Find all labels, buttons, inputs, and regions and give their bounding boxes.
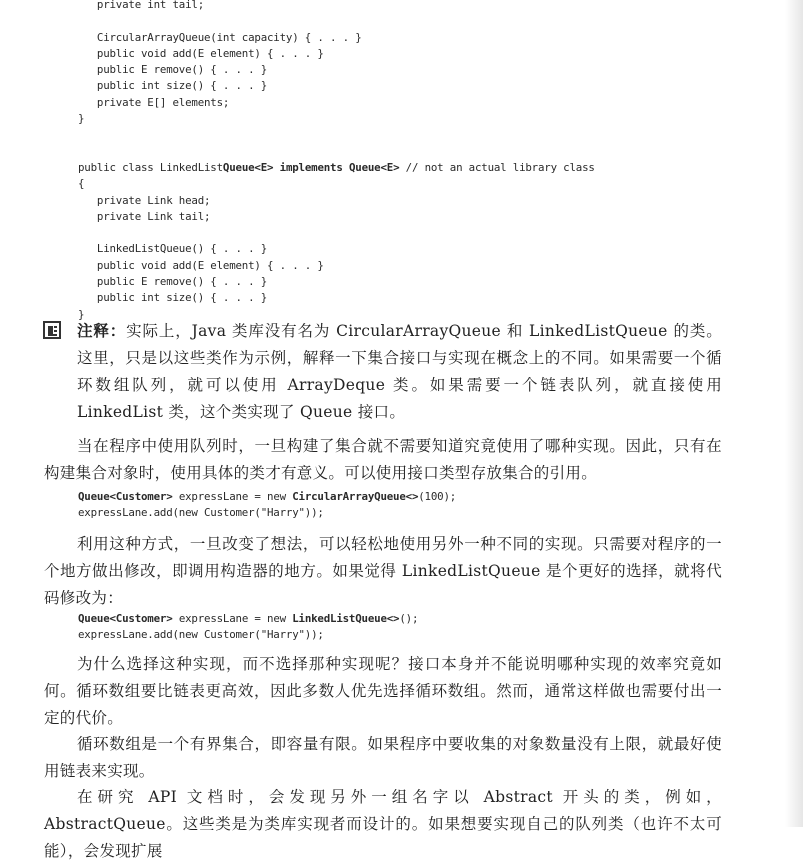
paragraph-4: 循环数组是一个有界集合，即容量有限。如果程序中要收集的对象数量没有上限，就最好使用链表来实现。 [44,735,722,780]
note-text: 实际上，Java 类库没有名为 CircularArrayQueue 和 LinkedListQueue 的类。这里，只是以这些类作为示例，解释一下集合接口与实现在概念上的不同。如果需要一个循环数组队列，就可以使用 ArrayDeque 类。如果需要一个链表队列，就直接使用 LinkedList 类，这个类实现了 Queue 接口。 [77,322,722,421]
code-line [78,225,595,241]
code-block-queue-classes [78,0,595,323]
code-line: public int size() { . . . } [78,79,268,93]
code-line: private E[] elements; [78,95,230,109]
note-paragraph [77,317,722,426]
code-line: Queue<Customer> expressLane = new CircularArrayQueue<>(100); [78,490,457,503]
code-line: } [78,307,85,321]
code-line: Queue<Customer> expressLane = new LinkedListQueue<>(); [78,612,419,625]
page-edge-shadow [785,0,803,827]
code-line: expressLane.add(new Customer("Harry")); [78,628,324,642]
code-line: expressLane.add(new Customer("Harry")); [78,506,324,520]
code-line [78,13,595,29]
code-line: LinkedListQueue() { . . . } [78,242,268,256]
code-line: private Link head; [78,193,211,207]
code-line: public int size() { . . . } [78,291,268,305]
note-icon [43,321,61,339]
code-line: public E remove() { . . . } [78,63,268,77]
code-line: public E remove() { . . . } [78,275,268,289]
paragraph-1: 当在程序中使用队列时，一旦构建了集合就不需要知道究竟使用了哪种实现。因此，只有在构建集合对象时，使用具体的类才有意义。可以使用接口类型存放集合的引用。 [44,437,722,482]
paragraph-3: 为什么选择这种实现，而不选择那种实现呢？接口本身并不能说明哪种实现的效率究竟如何。循环数组要比链表更高效，因此多数人优先选择循环数组。然而，通常这样做也需要付出一定的代价。 [44,655,722,727]
code-block-circular [78,489,456,522]
code-line: private Link tail; [78,209,211,223]
code-line: public class LinkedListQueue<E> implements Queue<E> // not an actual library class [78,160,595,174]
paragraph-5: 在研究 API 文档时，会发现另外一组名字以 Abstract 开头的类，例如，AbstractQueue。这些类是为类库实现者而设计的。如果想要实现自己的队列类（也许不太可能），会发现扩展 [44,788,722,860]
paragraph-2: 利用这种方式，一旦改变了想法，可以轻松地使用另外一种不同的实现。只需要对程序的一个地方做出修改，即调用构造器的地方。如果觉得 LinkedListQueue 是个更好的选择，就将代码修改为： [44,535,722,607]
code-line: public void add(E element) { . . . } [78,258,324,272]
code-line: } [78,112,85,126]
code-line [78,144,595,160]
code-line: private int tail; [78,0,205,11]
code-line: CircularArrayQueue(int capacity) { . . . } [78,30,362,44]
code-block-linked [78,611,418,644]
code-line: public void add(E element) { . . . } [78,46,324,60]
code-line: { [78,177,85,191]
code-line [78,127,595,143]
note-label: 注释： [77,321,127,340]
